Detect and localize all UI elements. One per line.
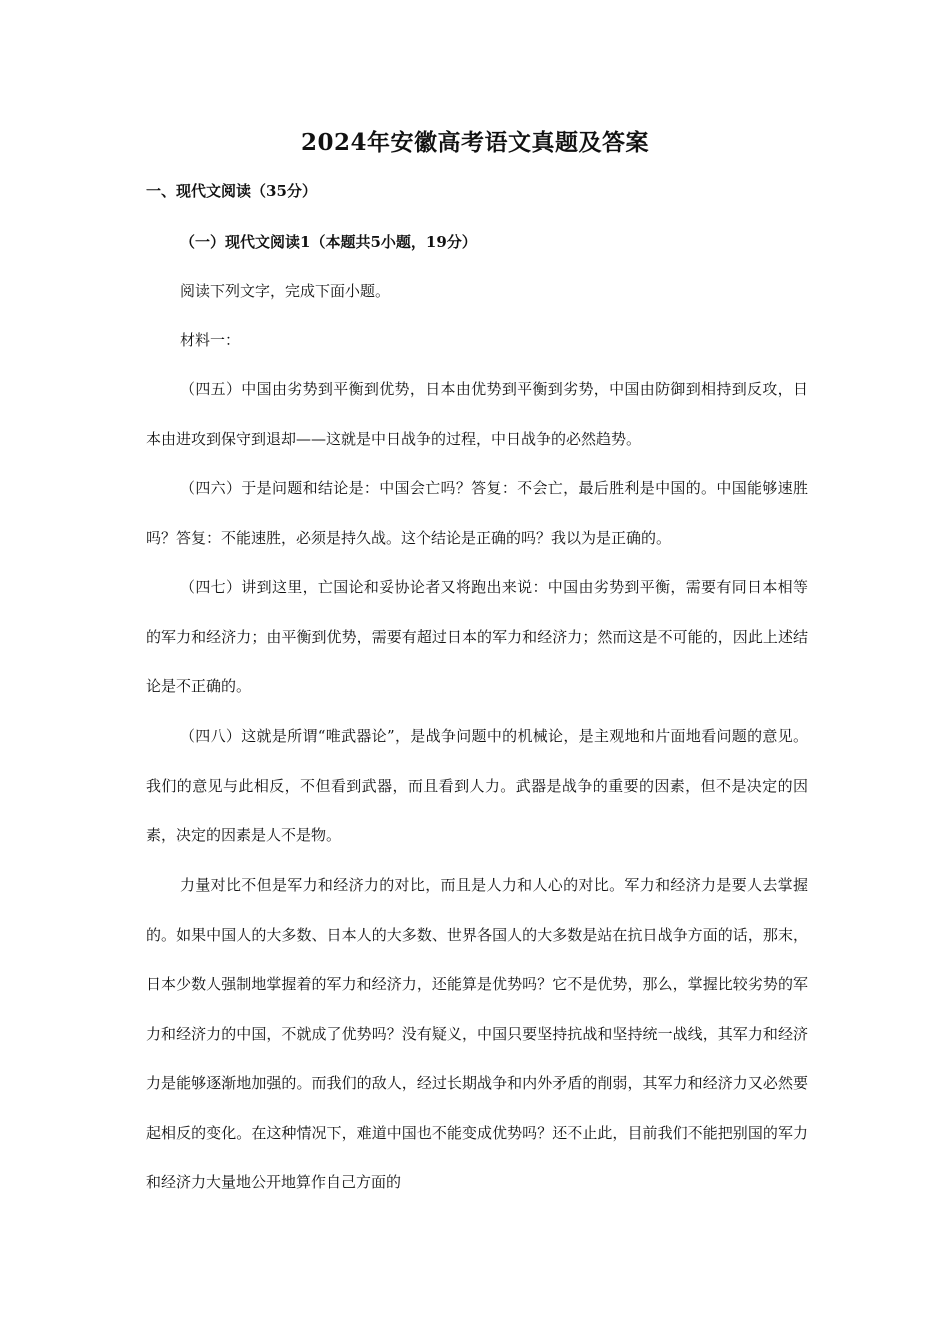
section-heading: 一、现代文阅读（35分） (146, 182, 317, 200)
document-title: 2024年安徽高考语文真题及答案 (300, 129, 649, 156)
paragraph-48: （四八）这就是所谓“唯武器论”，是战争问题中的机械论，是主观地和片面地看问题的意见。我们的意见与此相反，不但看到武器，而且看到人力。武器是战争的重要的因素，但不是决定的因素，决定的因素是人不是物。 (146, 727, 808, 844)
paragraph-46: （四六）于是问题和结论是：中国会亡吗？答复：不会亡，最后胜利是中国的。中国能够速胜吗？答复：不能速胜，必须是持久战。这个结论是正确的吗？我以为是正确的。 (146, 479, 808, 547)
material-label: 材料一： (180, 331, 241, 349)
paragraph-47: （四七）讲到这里，亡国论和妥协论者又将跑出来说：中国由劣势到平衡，需要有同日本相等的军力和经济力；由平衡到优势，需要有超过日本的军力和经济力；然而这是不可能的，因此上述结论是不正确的。 (146, 578, 808, 695)
subsection-heading: （一）现代文阅读1（本题共5小题，19分） (180, 233, 477, 251)
paragraph-force-comparison: 力量对比不但是军力和经济力的对比，而且是人力和人心的对比。军力和经济力是要人去掌握的。如果中国人的大多数、日本人的大多数、世界各国人的大多数是站在抗日战争方面的话，那末，日本少数人强制地掌握着的军力和经济力，还能算是优势吗？它不是优势，那么，掌握比较劣势的军力和经济力的中国，不就成了优势吗？没有疑义，中国只要坚持抗战和坚持统一战线，其军力和经济力是能够逐渐地加强的。而我们的敌人，经过长期战争和内外矛盾的削弱，其军力和经济力又必然要起相反的变化。在这种情况下，难道中国也不能变成优势吗？还不止此，目前我们不能把别国的军力和经济力大量地公开地算作自己方面的 (146, 876, 808, 1191)
paragraph-45: （四五）中国由劣势到平衡到优势，日本由优势到平衡到劣势，中国由防御到相持到反攻，日本由进攻到保守到退却——这就是中日战争的过程，中日战争的必然趋势。 (146, 380, 808, 448)
reading-instruction: 阅读下列文字，完成下面小题。 (180, 282, 391, 300)
